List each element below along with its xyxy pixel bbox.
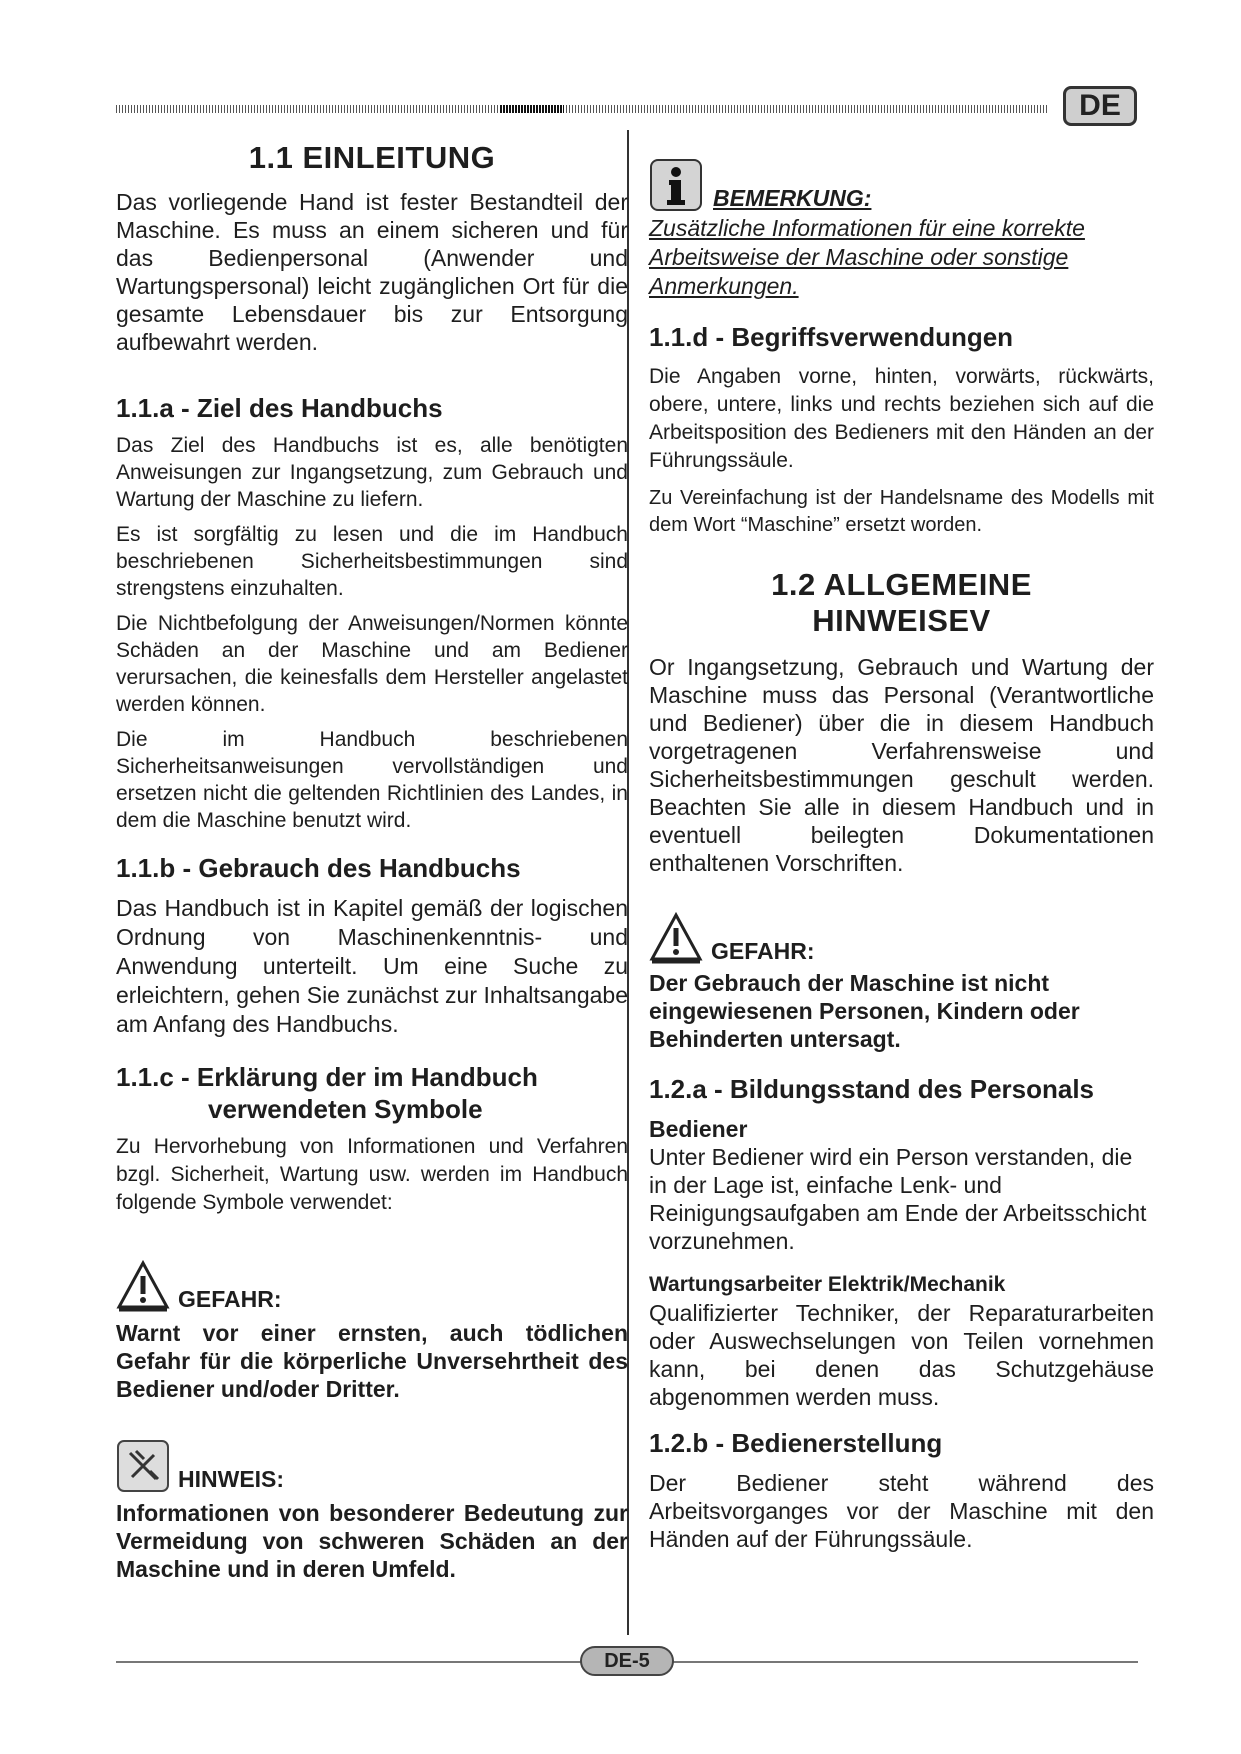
intro-text: Das vorliegende Hand ist fester Bestandteil der Maschine. Es muss an einem sicheren und für das Bedienpersonal (Anwender und Wartungspersonal) leicht zugänglichen Ort für die gesamte Lebensdauer bis zur Entsorgung aufbewahrt werden. <box>116 189 628 355</box>
danger-symbol-row-right <box>649 911 1154 965</box>
general-title <box>649 567 1154 639</box>
section-2b-text: Der Bediener steht während des Arbeitsvorganges vor der Maschine mit den Händen auf der Führungssäule. <box>649 1470 1154 1552</box>
section-2a-title: 1.2.a - Bildungsstand des Personals <box>649 1074 1095 1104</box>
section-d-p2: Zu Vereinfachung ist der Handelsname des Modells mit dem Wort “Maschine” ersetzt worden. <box>649 487 1154 536</box>
note-symbol-row <box>649 158 1154 212</box>
section-a-p1: Das Ziel des Handbuchs ist es, alle benötigten Anweisungen zur Ingangsetzung, zum Gebrauch und Wartung der Maschine zu liefern. <box>116 434 628 511</box>
info-icon <box>649 158 703 212</box>
note-text: Zusätzliche Informationen für eine korrekte Arbeitsweise der Maschine oder sonstige Anmerkungen. <box>649 215 1085 299</box>
right-column <box>649 158 1154 1553</box>
maintenance-text: Qualifizierter Techniker, der Reparaturarbeiten oder Auswechselungen von Teilen vornehmen kann, bei denen das Schutzgehäuse abgenommen werden muss. <box>649 1300 1154 1410</box>
section-c-p1: Zu Hervorhebung von Informationen und Verfahren bzgl. Sicherheit, Wartung usw. werden im Handbuch folgende Symbole verwendet: <box>116 1135 628 1214</box>
intro-title: 1.1 EINLEITUNG <box>248 140 496 175</box>
hint-text: Informationen von besonderer Bedeutung zur Vermeidung von schweren Schäden an der Maschine und in deren Umfeld. <box>116 1500 628 1582</box>
warning-triangle-icon <box>649 911 703 965</box>
section-a-p3: Die Nichtbefolgung der Anweisungen/Normen könnte Schäden an der Maschine und am Bediener verursachen, die keinesfalls dem Hersteller angelastet werden können. <box>116 612 628 716</box>
hint-label: HINWEIS: <box>178 1466 285 1492</box>
warning-triangle-icon <box>116 1259 170 1313</box>
note-label: BEMERKUNG: <box>713 185 872 211</box>
maintenance-label: Wartungsarbeiter Elektrik/Mechanik <box>649 1273 1006 1296</box>
hint-symbol-row <box>116 1439 628 1493</box>
section-b-p1: Das Handbuch ist in Kapitel gemäß der logischen Ordnung von Maschinenkenntnis- und Anwendung unterteilt. Um eine Suche zu erleichtern, gehen Sie zunächst zur Inhaltsangabe am Anfang des Handbuchs. <box>116 895 628 1037</box>
section-a-title: 1.1.a - Ziel des Handbuchs <box>116 393 443 423</box>
section-b-title: 1.1.b - Gebrauch des Handbuchs <box>116 853 521 883</box>
section-c-title <box>116 1061 628 1125</box>
header-rule-accent <box>500 105 564 113</box>
danger-label-right: GEFAHR: <box>711 938 815 964</box>
danger-text-right: Der Gebrauch der Maschine ist nicht eingewiesenen Personen, Kindern oder Behinderten untersagt. <box>649 970 1080 1052</box>
section-a-p4: Die im Handbuch beschriebenen Sicherheitsanweisungen vervollständigen und ersetzen nicht die geltenden Richtlinien des Landes, in dem die Maschine benutzt wird. <box>116 728 628 832</box>
danger-symbol-row <box>116 1259 628 1313</box>
section-2b-title: 1.2.b - Bedienerstellung <box>649 1428 943 1458</box>
language-badge: DE <box>1063 86 1137 126</box>
page-number-badge: DE-5 <box>580 1646 674 1676</box>
left-column <box>116 140 628 1583</box>
section-d-title: 1.1.d - Begriffsverwendungen <box>649 322 1014 352</box>
header-rule <box>116 105 1048 113</box>
operator-text: Unter Bediener wird ein Person verstanden, die in der Lage ist, einfache Lenk- und Reinigungsaufgaben am Ende der Arbeitsschicht vorzunehmen. <box>649 1144 1147 1254</box>
general-p1: Or Ingangsetzung, Gebrauch und Wartung der Maschine muss das Personal (Verantwortliche und Bediener) über die in diesem Handbuch vorgetragenen Verfahrensweise und Sicherheitsbestimmungen geschult werden. Beachten Sie alle in diesem Handbuch und in eventuell beilegten Dokumentationen enthaltenen Vorschriften. <box>649 654 1154 876</box>
section-a-p2: Es ist sorgfältig zu lesen und die im Handbuch beschriebenen Sicherheitsbestimmungen sind strengstens einzuhalten. <box>116 523 628 600</box>
hint-tool-icon <box>116 1439 170 1493</box>
general-title-line2: HINWEISEV <box>812 603 991 638</box>
operator-label: Bediener <box>649 1116 748 1142</box>
section-c-title-line2: verwendeten Symbole <box>208 1094 483 1124</box>
section-d-p1: Die Angaben vorne, hinten, vorwärts, rückwärts, obere, untere, links und rechts beziehen sich auf die Arbeitsposition des Bedieners mit den Händen an der Führungssäule. <box>649 365 1154 472</box>
general-title-line1: 1.2 ALLGEMEINE <box>771 567 1032 602</box>
danger-label: GEFAHR: <box>178 1286 282 1312</box>
section-c-title-line1: 1.1.c - Erklärung der im Handbuch <box>116 1062 538 1092</box>
danger-text: Warnt vor einer ernsten, auch tödlichen Gefahr für die körperliche Unversehrtheit des Bediener und/oder Dritter. <box>116 1320 628 1402</box>
